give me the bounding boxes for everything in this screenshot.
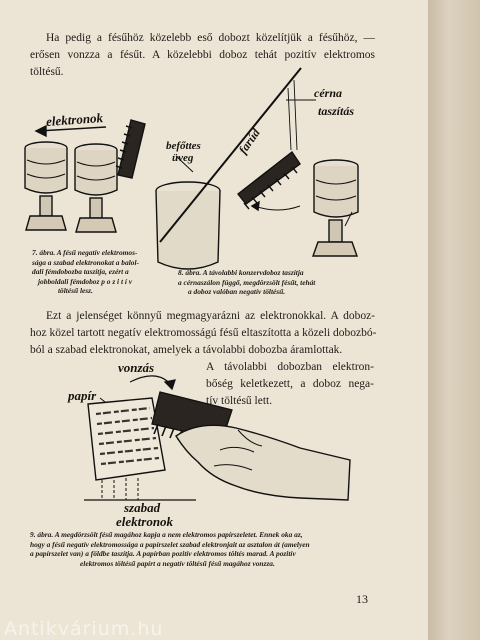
text-line: hoz közel tartott negatív elektromosságú fésű eltaszította a közeli dobozbó-: [30, 327, 377, 339]
label-farud: farúd: [235, 125, 263, 157]
text-line: erősen vonzza a fésűt. A közelebbi doboz tehát pozitív elektromos: [30, 49, 375, 61]
caption-figure-7: [32, 248, 172, 296]
caption-line: sága a szabad elektronokat a balol-: [32, 257, 139, 267]
text-line: töltésű.: [30, 66, 64, 78]
label-papir: papír: [68, 388, 97, 403]
text-line: ból a szabad elektronokat, amelyek a távolabbi dobozba áramlottak.: [30, 344, 343, 356]
caption-line: elektromos töltésű papírt a negatív töltésű fésű magához vonzza.: [80, 558, 275, 568]
paragraph-result: [206, 359, 374, 410]
book-edge: [428, 0, 480, 640]
caption-line: a doboz valóban negatív töltésű.: [188, 287, 286, 297]
caption-line: 7. ábra. A fésű negatív elektromos-: [32, 248, 138, 257]
label-cerna: cérna: [314, 86, 342, 100]
text-line: tív töltésű lett.: [206, 395, 273, 407]
label-taszitas: taszítás: [318, 104, 355, 118]
electron-arrow-head: [36, 126, 46, 136]
hand: [176, 425, 350, 500]
caption-line: dali fémdobozba taszítja, ezért a: [32, 267, 129, 277]
label-uveg: üveg: [172, 152, 194, 164]
label-befottes: befőttes: [166, 140, 201, 152]
paragraph-explanation: [30, 308, 375, 359]
thread: [288, 88, 291, 150]
figure-7-drawing: [25, 120, 145, 232]
text-line: Ha pedig a fésűhöz közelebb eső dobozt közelítjük a fésűhöz, —: [46, 32, 375, 44]
label-szabad: szabad: [124, 500, 161, 515]
text-line: Ezt a jelenséget könnyű megmagyarázni az elektronokkal. A doboz-: [46, 310, 375, 322]
caption-line: 8. ábra. A távolabbi konzervdoboz taszítja: [178, 268, 304, 277]
caption-line: a cérnaszálon függő, megdörzsölt fésűt, tehát: [178, 277, 316, 287]
caption-line: jobboldali fémdoboz p o z i t í v: [38, 276, 133, 286]
text-line: A távolabbi dobozban elektron-: [206, 361, 374, 373]
label-vonzas: vonzás: [118, 360, 155, 375]
watermark: Antikvárium.hu: [4, 618, 164, 640]
caption-figure-9: [30, 530, 375, 568]
caption-line: hogy a fésű negatív elektromossága a papírszelet szabad elektronjait az asztalon át (amelyen: [30, 539, 310, 549]
text-line: bőség keletkezett, a doboz nega-: [206, 378, 374, 390]
caption-line: töltésű lesz.: [58, 286, 93, 296]
caption-line: 9. ábra. A megdörzsölt fésű magához kapja a nem elektromos papírszeletet. Ennek oka az,: [30, 530, 303, 539]
label-elektronok: elektronok: [45, 110, 104, 129]
caption-line: a papírszelet van) a földbe taszítja. A papírban pozitív elektromos töltés marad. A pozitív: [30, 549, 296, 559]
caption-figure-8: [178, 268, 363, 297]
page-number: 13: [356, 592, 368, 606]
label-elektronok-2: elektronok: [116, 514, 174, 529]
